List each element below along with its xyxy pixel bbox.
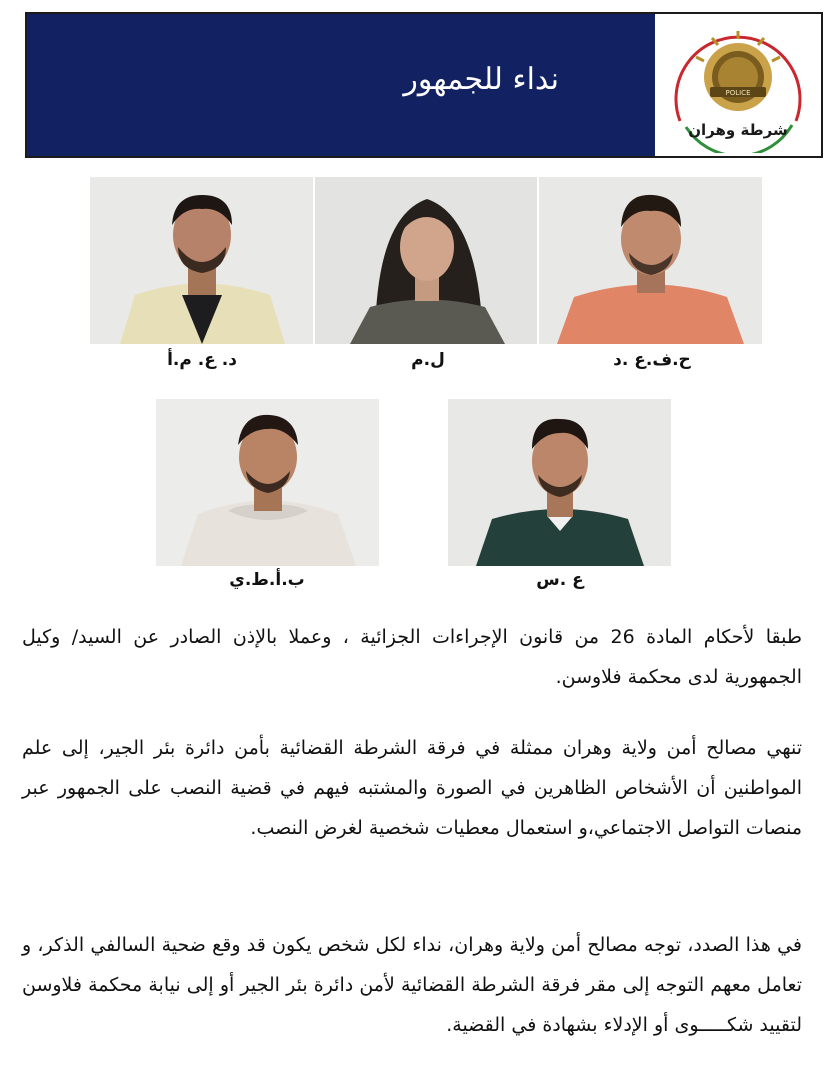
svg-text:شرطة وهران: شرطة وهران: [688, 121, 788, 139]
paragraph-notice: تنهي مصالح أمن ولاية وهران ممثلة في فرقة الشرطة القضائية بأمن دائرة بئر الجير، إلى علم المواطنين أن الأشخاص الظاهرين في الصورة والمشتبه فيهم في قضية النصب على الجمهور عبر منصات التواصل الاجتماعي،و استعمال معطيات شخصية لغرض النصب.: [22, 737, 802, 839]
page-title: نداء للجمهور: [403, 62, 559, 97]
suspect-photo-1: [90, 177, 313, 344]
paragraph-appeal: في هذا الصدد، توجه مصالح أمن ولاية وهران، نداء لكل شخص يكون قد وقع ضحية السالفي الذكر، و تعامل معهم التوجه إلى مقر فرقة الشرطة القضائية لأمن دائرة بئر الجير أو إلى نيابة محكمة فلاوسن لتقييد شكـــــوى أو الإدلاء بشهادة في القضية.: [22, 934, 802, 1036]
header-banner: [25, 12, 823, 158]
suspect-photo-2: [315, 177, 537, 344]
police-logo: [658, 17, 818, 153]
suspect-caption-5: ع .س: [536, 570, 584, 590]
suspect-caption-3: ح.ف.ع .د: [613, 350, 691, 370]
suspect-photo-5: [448, 399, 671, 566]
banner-background: [27, 14, 655, 156]
suspect-caption-4: ب.أ.ط.ي: [229, 570, 305, 590]
paragraph-legal-basis: طبقا لأحكام المادة 26 من قانون الإجراءات الجزائية ، وعملا بالإذن الصادر عن السيد/ وكيل الجمهورية لدى محكمة فلاوسن.: [22, 626, 802, 688]
suspect-photo-3: [539, 177, 762, 344]
suspect-photo-4: [156, 399, 379, 566]
svg-text:POLICE: POLICE: [725, 89, 751, 97]
suspect-caption-2: ل.م: [411, 350, 445, 370]
suspect-caption-1: د. ع. م.أ: [167, 350, 237, 370]
